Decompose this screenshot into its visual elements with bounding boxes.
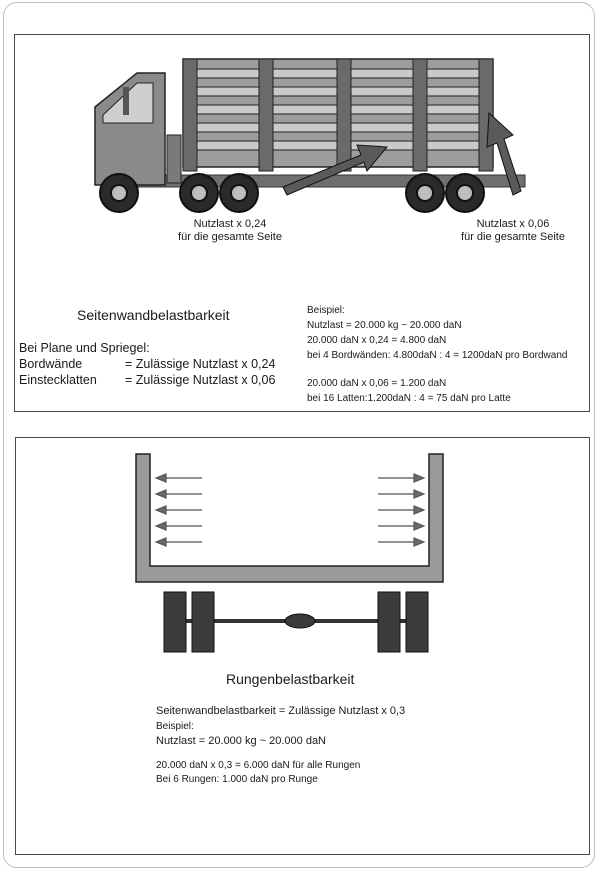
example-line: Nutzlast = 20.000 kg ~ 20.000 daN [307,320,462,331]
row-label-bordwaende: Bordwände [19,357,83,371]
row-label-einstecklatten: Einstecklatten [19,373,97,387]
side-wall-panel [14,34,590,412]
arrow-label-left [175,218,285,244]
formula-text: Seitenwandbelastbarkeit = Zulässige Nutzlast x 0,3 [156,705,406,717]
calc-line: Bei 6 Rungen: 1.000 daN pro Runge [156,774,318,785]
arrows-left [156,474,202,546]
stake-diagram [16,438,591,856]
label-right-line2: für die gesamte Seite [461,231,565,244]
example-line: Nutzlast = 20.000 kg ~ 20.000 daN [156,735,327,747]
label-left-line2: für die gesamte Seite [178,231,282,244]
arrows-right [378,474,424,546]
cab-rear [167,135,181,183]
intro-text: Bei Plane und Spriegel: [19,341,150,355]
example-heading: Beispiel: [156,721,194,732]
stake-panel [15,437,590,855]
example-line: 20.000 daN x 0,24 = 4.800 daN [307,335,447,346]
section-title: Rungenbelastbarkeit [226,671,355,687]
calc-line: 20.000 daN x 0,3 = 6.000 daN für alle Rungen [156,760,361,771]
row-value-bordwaende: = Zulässige Nutzlast x 0,24 [125,357,276,371]
body-frame [136,454,443,582]
label-left-line1: Nutzlast x 0,24 [193,218,267,230]
example-line: bei 4 Bordwänden: 4.800daN : 4 = 1200daN pro Bordwand [307,350,568,361]
row-value-einstecklatten: = Zulässige Nutzlast x 0,06 [125,373,276,387]
label-right-line1: Nutzlast x 0,06 [476,218,550,230]
arrow-label-right [453,218,573,244]
example-line: bei 16 Latten:1.200daN : 4 = 75 daN pro Latte [307,393,511,404]
example-line: 20.000 daN x 0,06 = 1.200 daN [307,378,447,389]
mirror [123,87,129,115]
section-title: Seitenwandbelastbarkeit [77,307,230,323]
differential [285,614,315,628]
example-heading: Beispiel: [307,305,345,316]
